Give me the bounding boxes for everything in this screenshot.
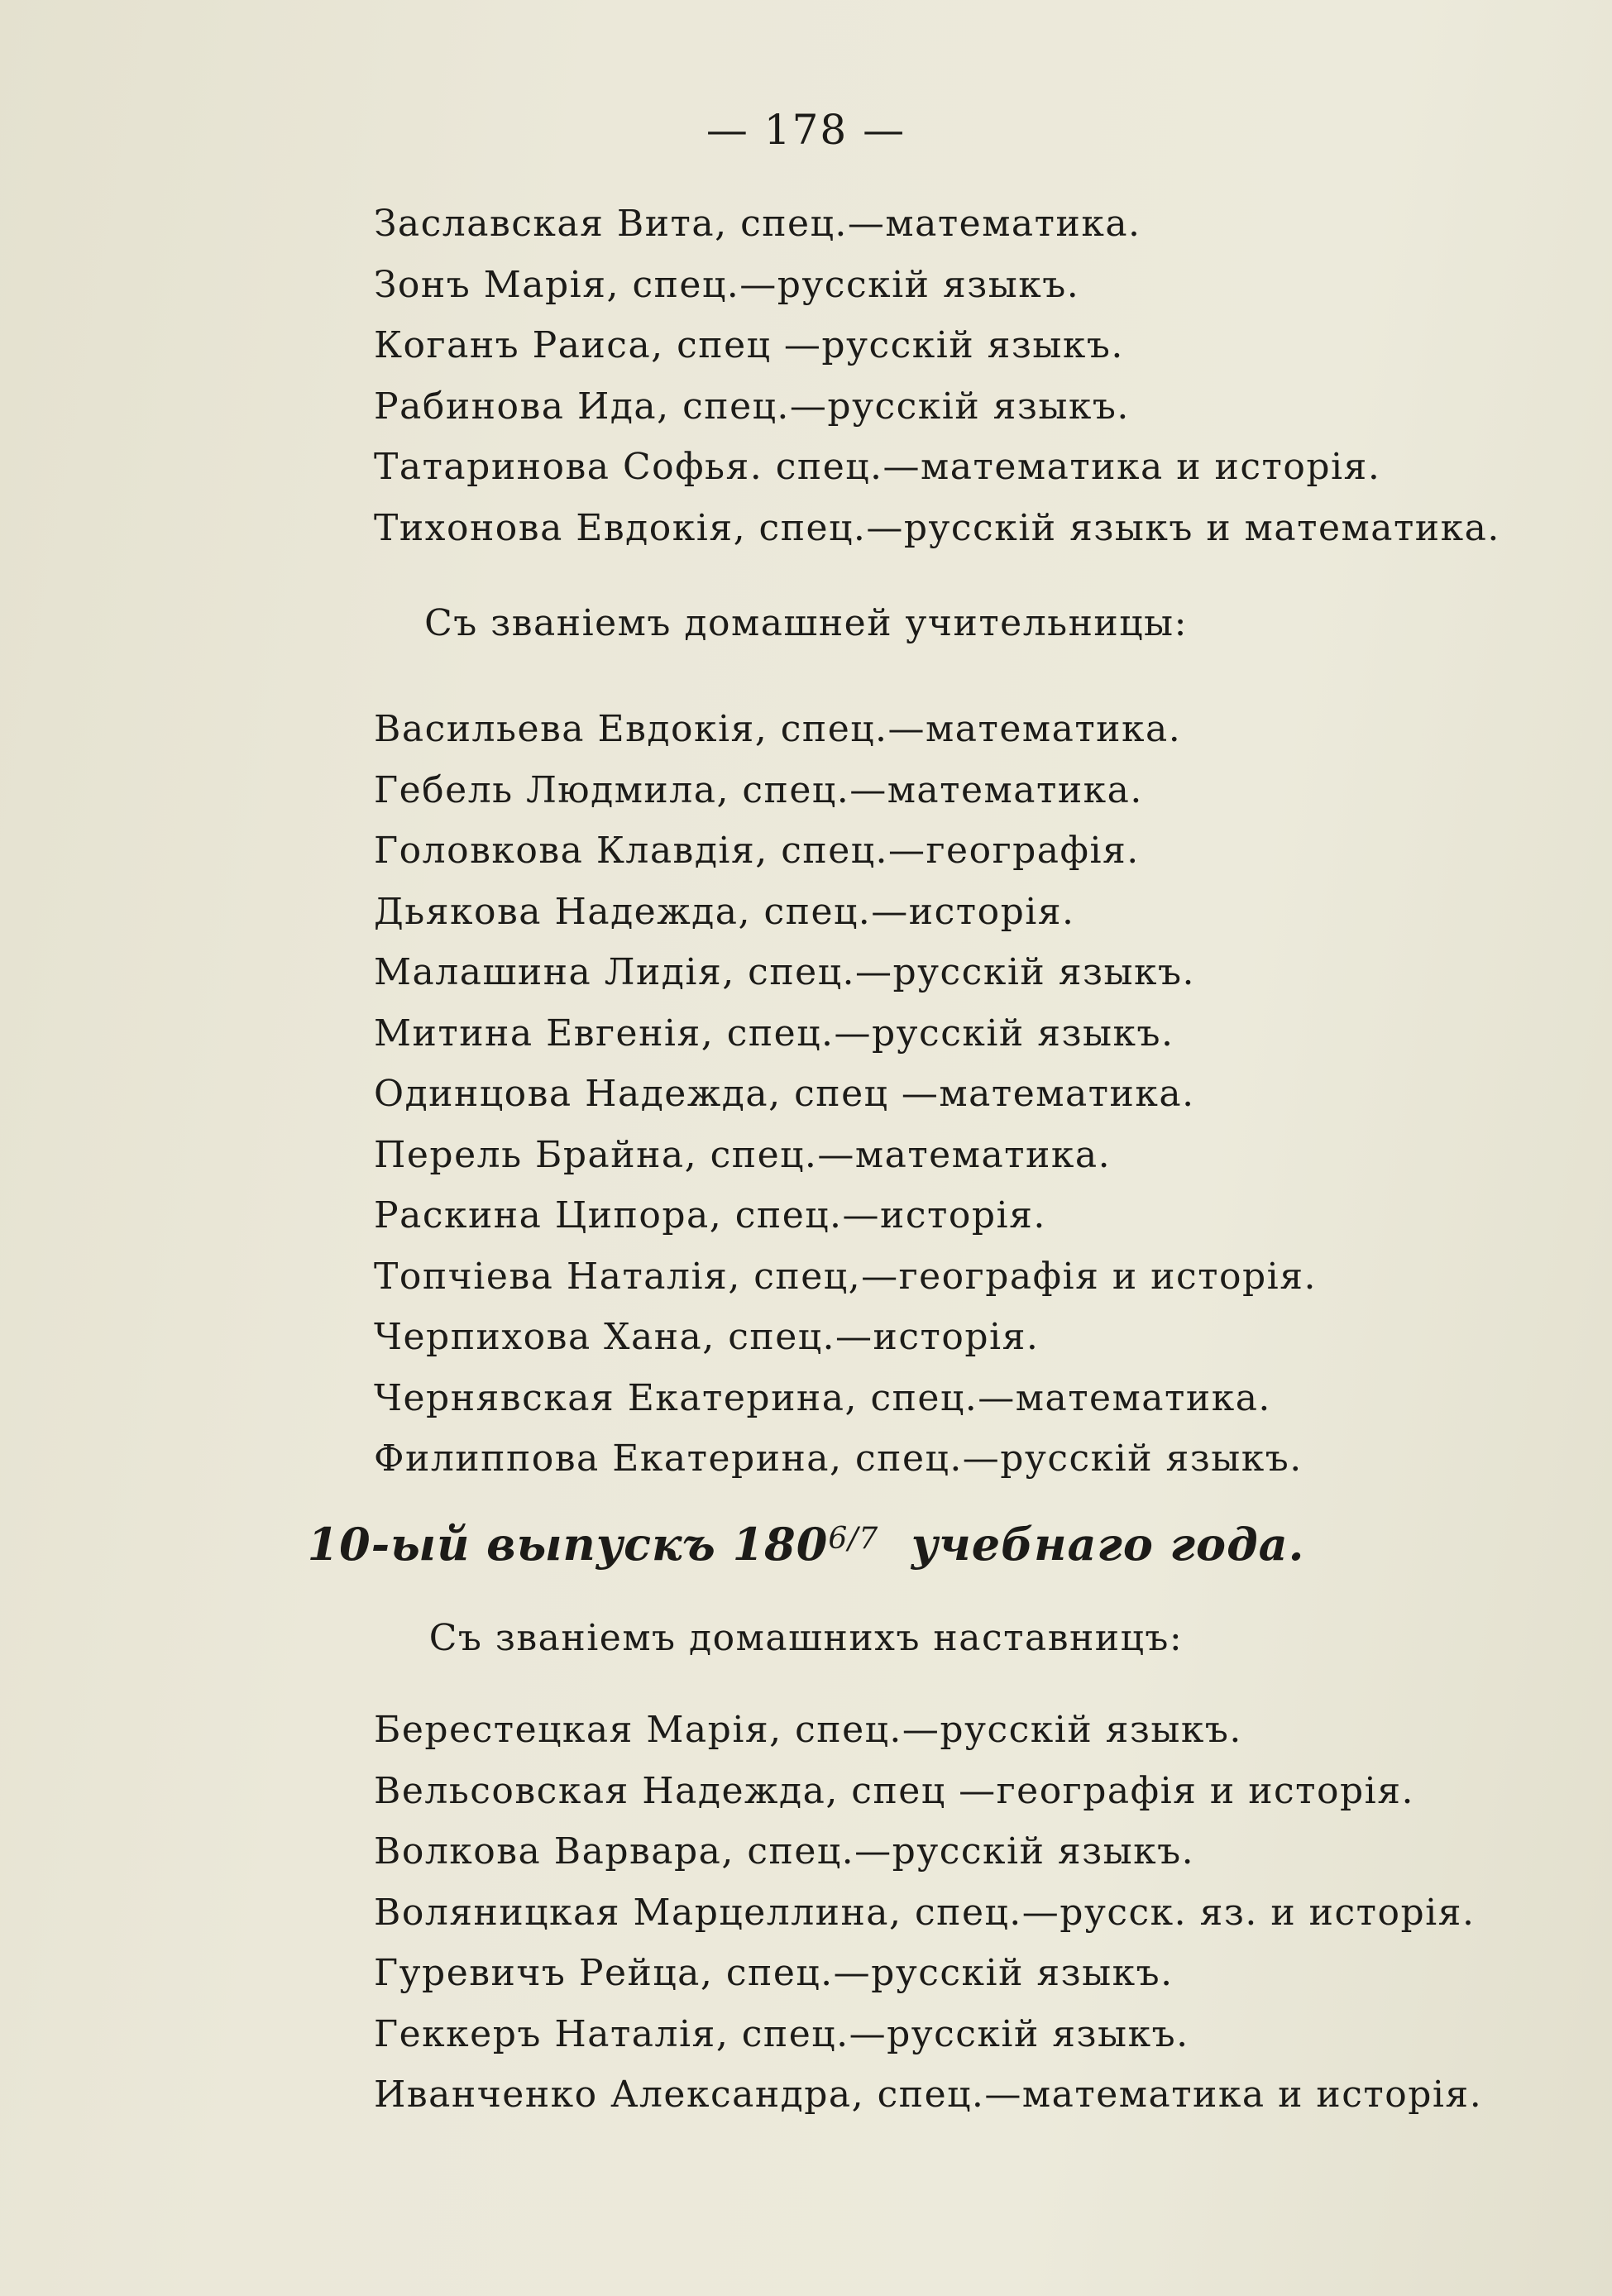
list-item: Вельсовская Надежда, спец —географія и исторія. [374, 1769, 1414, 1812]
list-item: Васильева Евдокія, спец.—математика. [374, 708, 1182, 750]
list-item: Одинцова Надежда, спец —математика. [374, 1073, 1195, 1115]
list-item: Коганъ Раиса, спец —русскій языкъ. [374, 324, 1124, 366]
list-item: Воляницкая Марцеллина, спец.—русск. яз. и исторія. [374, 1891, 1476, 1934]
graduation-year-heading [0, 1518, 1612, 1571]
list-item: Митина Евгенія, спец.—русскій языкъ. [374, 1012, 1174, 1055]
list-item: Зонъ Марія, спец.—русскій языкъ. [374, 263, 1080, 306]
list-item: Берестецкая Марія, спец.—русскій языкъ. [374, 1709, 1242, 1751]
list-item: Топчіева Наталія, спец,—географія и исторія. [374, 1255, 1317, 1298]
list-item: Волкова Варвара, спец.—русскій языкъ. [374, 1830, 1195, 1873]
year-heading-fraction: 6/7 [828, 1522, 879, 1556]
list-item: Татаринова Софья. спец.—математика и исторія. [374, 446, 1381, 488]
year-heading-prefix: 10-ый выпускъ 180 [307, 1518, 829, 1571]
list-item: Дьякова Надежда, спец.—исторія. [374, 890, 1075, 933]
list-item: Гебель Людмила, спец.—математика. [374, 768, 1143, 811]
graduate-list-2 [374, 699, 1548, 1490]
list-item: Филиппова Екатерина, спец.—русскій языкъ. [374, 1437, 1303, 1480]
list-item: Геккеръ Наталія, спец.—русскій языкъ. [374, 2012, 1189, 2055]
list-item: Гуревичъ Рейца, спец.—русскій языкъ. [374, 1952, 1174, 1994]
list-item: Черпихова Хана, спец.—исторія. [374, 1316, 1040, 1358]
list-item: Рабинова Ида, спец.—русскій языкъ. [374, 385, 1130, 428]
list-item: Перель Брайна, спец.—математика. [374, 1133, 1112, 1176]
section-heading-governesses: Съ званіемъ домашнихъ наставницъ: [428, 1617, 1184, 1659]
page-number: — 178 — [706, 106, 906, 154]
graduate-list-1 [374, 194, 1548, 558]
list-item: Раскина Ципора, спец.—исторія. [374, 1194, 1046, 1236]
list-item: Чернявская Екатерина, спец.—математика. [374, 1376, 1271, 1419]
list-item: Тихонова Евдокія, спец.—русскій языкъ и математика. [374, 506, 1500, 549]
year-heading-suffix: учебнаго года. [911, 1518, 1305, 1571]
graduate-list-3 [374, 1700, 1548, 2126]
list-item: Заславская Вита, спец.—математика. [374, 203, 1141, 245]
list-item: Малашина Лидія, спец.—русскій языкъ. [374, 951, 1195, 993]
list-item: Головкова Клавдія, спец.—географія. [374, 830, 1140, 872]
list-item: Иванченко Александра, спец.—математика и исторія. [374, 2074, 1483, 2116]
section-heading-teachers: Съ званіемъ домашней учительницы: [424, 602, 1188, 644]
